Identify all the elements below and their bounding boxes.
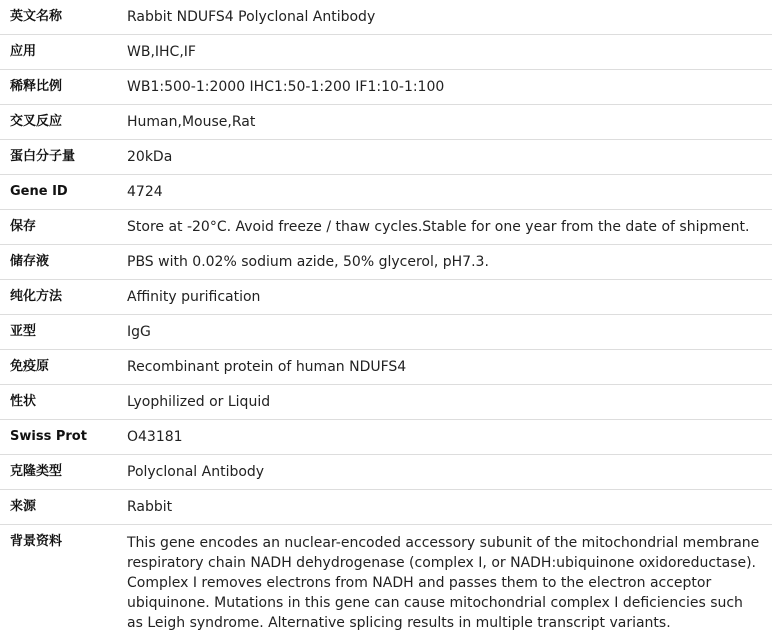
spec-row-application xyxy=(0,35,772,70)
spec-row-purification xyxy=(0,280,772,315)
spec-row-immunogen xyxy=(0,350,772,385)
spec-row-background xyxy=(0,525,772,638)
row-label: 背景资料 xyxy=(10,534,63,549)
row-value: Lyophilized or Liquid xyxy=(127,385,772,420)
row-label: Gene ID xyxy=(0,175,127,210)
row-value: This gene encodes an nuclear-encoded accessory subunit of the mitochondrial membrane respiratory chain NADH dehydrogenase (complex I, or NADH:ubiquinone oxidoreductase). Complex I removes electrons from NADH and passes them to the electron acceptor ubiquinone. Mutations in this gene can cause mitochondrial complex I deficiencies such as Leigh syndrome. Alternative splicing results in multiple transcript variants. xyxy=(127,535,760,631)
spec-row-buffer xyxy=(0,245,772,280)
row-value: Rabbit xyxy=(127,490,772,525)
spec-row-form xyxy=(0,385,772,420)
row-label: 性状 xyxy=(0,385,127,420)
row-value: Rabbit NDUFS4 Polyclonal Antibody xyxy=(127,0,772,35)
row-value: WB1:500-1:2000 IHC1:50-1:200 IF1:10-1:100 xyxy=(127,70,772,105)
row-label: 交叉反应 xyxy=(0,105,127,140)
spec-row-host xyxy=(0,490,772,525)
row-value: Store at -20°C. Avoid freeze / thaw cycles.Stable for one year from the date of shipment. xyxy=(127,210,772,245)
row-value: O43181 xyxy=(127,420,772,455)
spec-row-isotype xyxy=(0,315,772,350)
row-label: 保存 xyxy=(0,210,127,245)
row-value: Polyclonal Antibody xyxy=(127,455,772,490)
row-label: 蛋白分子量 xyxy=(0,140,127,175)
row-label: 克隆类型 xyxy=(0,455,127,490)
row-value: 20kDa xyxy=(127,140,772,175)
row-value: Recombinant protein of human NDUFS4 xyxy=(127,350,772,385)
row-label: 来源 xyxy=(0,490,127,525)
spec-row-storage xyxy=(0,210,772,245)
row-value: 4724 xyxy=(127,175,772,210)
row-label: 储存液 xyxy=(0,245,127,280)
spec-row-gene-id xyxy=(0,175,772,210)
row-label: Swiss Prot xyxy=(0,420,127,455)
row-value: PBS with 0.02% sodium azide, 50% glycerol, pH7.3. xyxy=(127,245,772,280)
row-value: Affinity purification xyxy=(127,280,772,315)
row-label: 英文名称 xyxy=(0,0,127,35)
row-value: WB,IHC,IF xyxy=(127,35,772,70)
spec-row-dilution xyxy=(0,70,772,105)
spec-row-reactivity xyxy=(0,105,772,140)
spec-row-swiss-prot xyxy=(0,420,772,455)
row-label: 免疫原 xyxy=(0,350,127,385)
spec-row-molecular-weight xyxy=(0,140,772,175)
row-value: Human,Mouse,Rat xyxy=(127,105,772,140)
row-label: 纯化方法 xyxy=(0,280,127,315)
spec-row-english-name xyxy=(0,0,772,35)
row-label: 亚型 xyxy=(0,315,127,350)
spec-row-clonality xyxy=(0,455,772,490)
row-label: 应用 xyxy=(0,35,127,70)
row-label: 稀释比例 xyxy=(0,70,127,105)
row-value: IgG xyxy=(127,315,772,350)
